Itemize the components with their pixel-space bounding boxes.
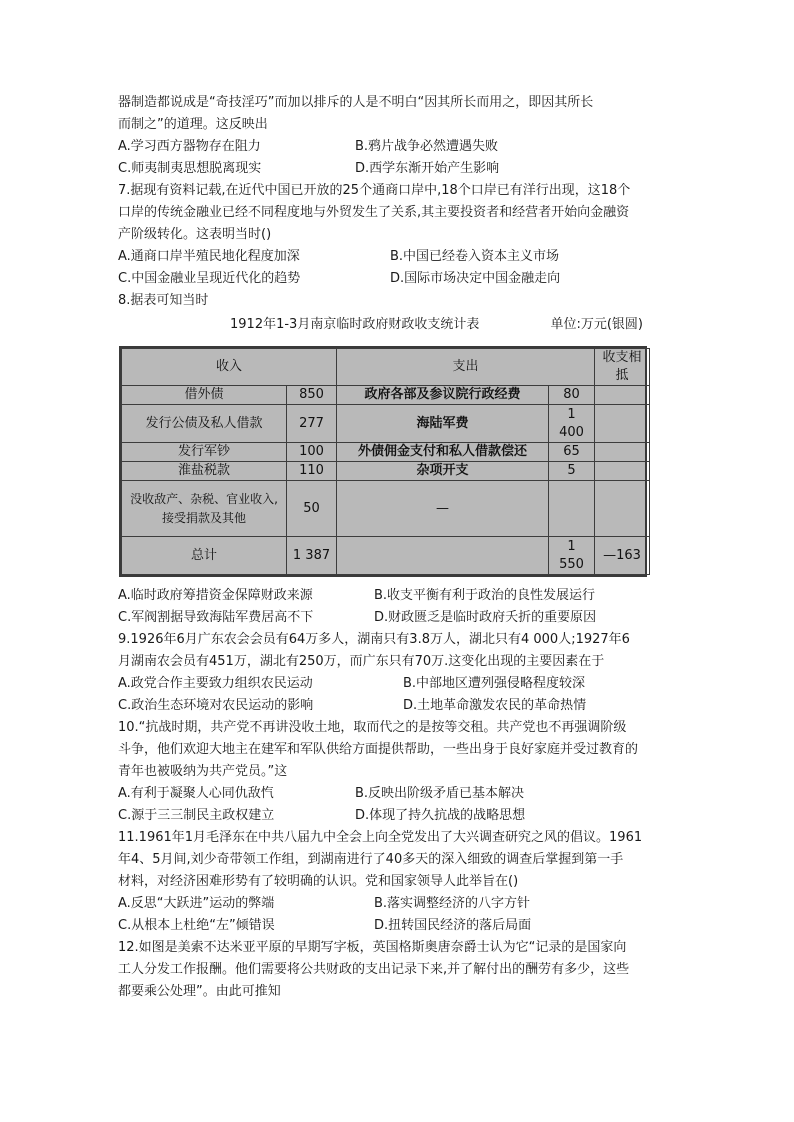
- question-10: [118, 717, 663, 827]
- income-value: 110: [287, 462, 337, 481]
- option-d[interactable]: D.西学东渐开始产生影响: [355, 161, 500, 176]
- table-title: 1912年1-3月南京临时政府财政收支统计表: [230, 317, 480, 332]
- option-a[interactable]: A.临时政府筹措资金保障财政来源: [118, 588, 313, 603]
- option-d[interactable]: D.扭转国民经济的落后局面: [374, 918, 532, 933]
- question-stem: 月湖南农会员有451万，湖北有250万，而广东只有70万.这变化出现的主要因素在于: [118, 654, 605, 669]
- question-stem: 8.据表可知当时: [118, 293, 209, 308]
- option-a[interactable]: A.学习西方器物存在阻力: [118, 139, 261, 154]
- option-c[interactable]: C.政治生态环境对农民运动的影响: [118, 698, 314, 713]
- question-stem: 9.1926年6月广东农会会员有64万多人，湖南只有3.8万人，湖北只有4 000人;1927年6: [118, 632, 630, 647]
- option-d[interactable]: D.国际市场决定中国金融走向: [390, 271, 561, 286]
- expense-item: 外债佣金支付和私人借款偿还: [337, 442, 549, 461]
- expense-item: 杂项开支: [337, 462, 549, 481]
- table-header-row: [122, 349, 650, 386]
- income-value: 100: [287, 442, 337, 461]
- question-stem: 青年也被吸纳为共产党员。”这: [118, 764, 288, 779]
- option-a[interactable]: A.有利于凝聚人心同仇敌忾: [118, 786, 274, 801]
- balance-value: [595, 462, 650, 481]
- question-stem: 都要乘公处理”。由此可推知: [118, 984, 281, 999]
- income-item: 淮盐税款: [122, 462, 287, 481]
- table-row: [122, 386, 650, 405]
- option-c[interactable]: C.源于三三制民主政权建立: [118, 808, 275, 823]
- option-d[interactable]: D.体现了持久抗战的战略思想: [355, 808, 526, 823]
- question-stem: 斗争，他们欢迎大地主在建军和军队供给方面提供帮助，一些出身于良好家庭并受过教育的: [118, 742, 639, 757]
- income-value: 277: [287, 405, 337, 443]
- answer-options: [118, 246, 663, 290]
- option-d[interactable]: D.土地革命激发农民的革命热情: [403, 698, 587, 713]
- question-stem: 11.1961年1月毛泽东在中共八届九中全会上向全党发出了大兴调查研究之风的倡议。1961: [118, 830, 643, 845]
- income-value: 850: [287, 386, 337, 405]
- income-item: 没收敌产、杂税、官业收入,接受捐款及其他: [122, 481, 287, 537]
- expense-value: [549, 481, 595, 537]
- question-9: [118, 629, 663, 717]
- table-caption: [118, 314, 663, 340]
- question-11: [118, 827, 663, 937]
- option-b[interactable]: B.中部地区遭列强侵略程度较深: [403, 676, 586, 691]
- answer-options: [118, 893, 663, 937]
- option-c[interactable]: C.师夷制夷思想脱离现实: [118, 161, 262, 176]
- question-stem: 器制造都说成是“奇技淫巧”而加以排斥的人是不明白“因其所长而用之，即因其所长: [118, 95, 594, 110]
- question-stem: 工人分发工作报酬。他们需要将公共财政的支出记录下来,并了解付出的酬劳有多少，这些: [118, 962, 630, 977]
- question-12: [118, 937, 663, 1003]
- balance-value: [595, 481, 650, 537]
- expense-value: 1 550: [549, 537, 595, 575]
- option-a[interactable]: A.政党合作主要致力组织农民运动: [118, 676, 313, 691]
- question-stem: 10.“抗战时期，共产党不再讲没收土地，取而代之的是按等交租。共产党也不再强调阶级: [118, 720, 627, 735]
- expense-value: 5: [549, 462, 595, 481]
- option-b[interactable]: B.中国已经卷入资本主义市场: [390, 249, 560, 264]
- option-b[interactable]: B.落实调整经济的八字方针: [374, 896, 531, 911]
- question-stem: 而制之”的道理。这反映出: [118, 117, 268, 132]
- answer-options: [118, 585, 663, 629]
- expense-value: 80: [549, 386, 595, 405]
- option-c[interactable]: C.中国金融业呈现近代化的趋势: [118, 271, 301, 286]
- exam-page: [118, 92, 663, 1003]
- table-row: [122, 462, 650, 481]
- option-d[interactable]: D.财政匮乏是临时政府夭折的重要原因: [374, 610, 597, 625]
- option-a[interactable]: A.通商口岸半殖民地化程度加深: [118, 249, 300, 264]
- income-item: 发行军钞: [122, 442, 287, 461]
- answer-options: [118, 673, 663, 717]
- question-7-continued: [118, 92, 663, 180]
- table-unit: 单位:万元(银圆): [550, 317, 643, 332]
- table-row: [122, 405, 650, 443]
- question-7: [118, 180, 663, 290]
- table-total-row: [122, 537, 650, 575]
- question-8: [118, 290, 663, 629]
- answer-options: [118, 136, 663, 180]
- income-value: 1 387: [287, 537, 337, 575]
- question-stem: 7.据现有资料记载,在近代中国已开放的25个通商口岸中,18个口岸已有洋行出现，这18个: [118, 183, 631, 198]
- income-item: 借外债: [122, 386, 287, 405]
- option-c[interactable]: C.从根本上杜绝“左”倾错误: [118, 918, 275, 933]
- option-b[interactable]: B.收支平衡有利于政治的良性发展运行: [374, 588, 596, 603]
- question-stem: 产阶级转化。这表明当时(): [118, 227, 272, 242]
- header-balance: 收支相抵: [595, 349, 650, 386]
- option-c[interactable]: C.军阀割据导致海陆军费居高不下: [118, 610, 314, 625]
- table-row: [122, 481, 650, 537]
- income-item: 总计: [122, 537, 287, 575]
- question-stem: 口岸的传统金融业已经不同程度地与外贸发生了关系,其主要投资者和经营者开始向金融资: [118, 205, 630, 220]
- balance-value: [595, 442, 650, 461]
- table-row: [122, 442, 650, 461]
- expense-item: 政府各部及参议院行政经费: [337, 386, 549, 405]
- header-expense: 支出: [337, 349, 595, 386]
- balance-value: [595, 386, 650, 405]
- question-stem: 材料，对经济困难形势有了较明确的认识。党和国家领导人此举旨在(): [118, 874, 519, 889]
- expense-value: 1 400: [549, 405, 595, 443]
- option-b[interactable]: B.鸦片战争必然遭遇失败: [355, 139, 499, 154]
- income-value: 50: [287, 481, 337, 537]
- option-b[interactable]: B.反映出阶级矛盾已基本解决: [355, 786, 525, 801]
- finance-table-image: [119, 346, 647, 577]
- expense-item: —: [337, 481, 549, 537]
- balance-value: —163: [595, 537, 650, 575]
- question-stem: 12.如图是美索不达米亚平原的早期写字板，英国格斯奥唐奈爵士认为它“记录的是国家向: [118, 940, 627, 955]
- expense-item: 海陆军费: [337, 405, 549, 443]
- finance-table: [121, 348, 650, 575]
- header-income: 收入: [122, 349, 337, 386]
- balance-value: [595, 405, 650, 443]
- expense-item: [337, 537, 549, 575]
- expense-value: 65: [549, 442, 595, 461]
- income-item: 发行公债及私人借款: [122, 405, 287, 443]
- option-a[interactable]: A.反思“大跃进”运动的弊端: [118, 896, 275, 911]
- question-stem: 年4、5月间,刘少奇带领工作组，到湖南进行了40多天的深入细致的调查后掌握到第一手: [118, 852, 624, 867]
- answer-options: [118, 783, 663, 827]
